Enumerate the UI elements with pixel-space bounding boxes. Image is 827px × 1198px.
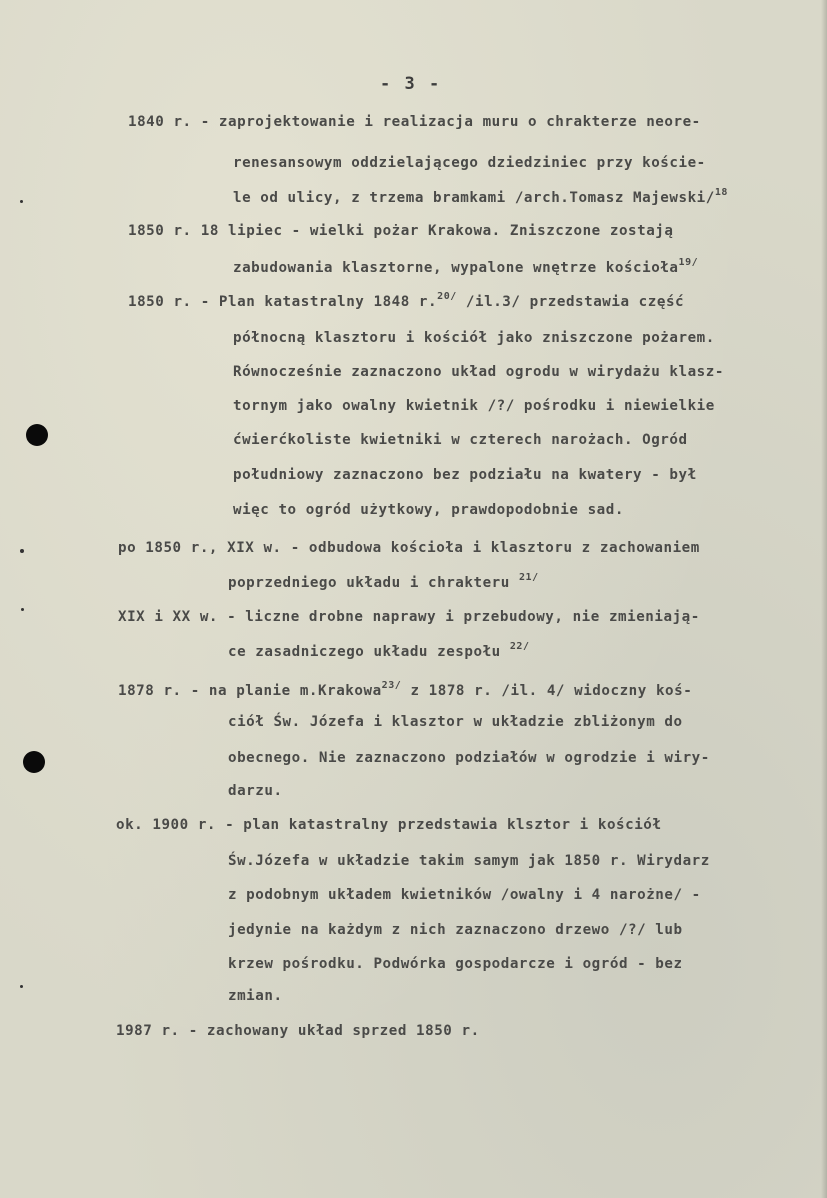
text-line: z podobnym układem kwietników /owalny i 4 narożne/ -: [228, 887, 701, 903]
paper-speck: [20, 549, 24, 553]
text-line: 1840 r. - zaprojektowanie i realizacja muru o chrakterze neore-: [128, 114, 701, 130]
page-number: - 3 -: [380, 74, 442, 94]
text-line: obecnego. Nie zaznaczono podziałów w ogrodzie i wiry-: [228, 750, 710, 766]
text-line: 1987 r. - zachowany układ sprzed 1850 r.: [116, 1023, 480, 1039]
footnote-ref: 21/: [518, 572, 539, 583]
text-line: darzu.: [228, 783, 283, 799]
paper-edge: [821, 0, 827, 1198]
text-line: ćwierćkoliste kwietniki w czterech narożach. Ogród: [233, 432, 688, 448]
text-line: 1850 r. - Plan katastralny 1848 r.$^{20/}$ /il.3/ przedstawia część: [128, 291, 685, 310]
text-line: po 1850 r., XIX w. - odbudowa kościoła i klasztoru z zachowaniem: [118, 540, 700, 556]
text-line: poprzedniego układu i chrakteru $^{21/}$: [228, 572, 539, 591]
text-line: ce zasadniczego układu zespołu $^{22/}$: [228, 641, 530, 660]
text-line: krzew pośrodku. Podwórka gospodarcze i ogród - bez: [228, 956, 683, 972]
text-line: XIX i XX w. - liczne drobne naprawy i przebudowy, nie zmieniają-: [118, 609, 700, 625]
text-line: 1878 r. - na planie m.Krakowa$^{23/}$ z 1878 r. /il. 4/ widoczny koś-: [118, 680, 693, 699]
paper-speck: [20, 200, 23, 203]
footnote-ref: 22/: [509, 641, 530, 652]
footnote-ref: 20/: [437, 291, 457, 302]
text-line: renesansowym oddzielającego dziedziniec przy koście-: [233, 155, 706, 171]
text-line: ok. 1900 r. - plan katastralny przedstawia klsztor i kościół: [116, 817, 662, 833]
text-line: północną klasztoru i kościół jako zniszczone pożarem.: [233, 330, 715, 346]
text-line: tornym jako owalny kwietnik /?/ pośrodku i niewielkie: [233, 398, 715, 414]
paper-speck: [20, 985, 23, 988]
footnote-ref: 23/: [381, 680, 402, 691]
footnote-ref: 18: [714, 187, 729, 198]
footnote-ref: 19/: [678, 257, 699, 268]
text-line: Równocześnie zaznaczono układ ogrodu w wirydażu klasz-: [233, 364, 724, 380]
text-line: zabudowania klasztorne, wypalone wnętrze kościoła$^{19/}$: [233, 257, 699, 276]
text-line: 1850 r. 18 lipiec - wielki pożar Krakowa. Zniszczone zostają: [128, 223, 674, 239]
text-line: Św.Józefa w układzie takim samym jak 1850 r. Wirydarz: [228, 853, 710, 869]
text-line: południowy zaznaczono bez podziału na kwatery - był: [233, 467, 697, 483]
punch-hole: [26, 424, 48, 446]
punch-hole: [23, 751, 45, 773]
text-line: zmian.: [228, 988, 283, 1004]
paper-speck: [21, 608, 24, 611]
text-line: le od ulicy, z trzema bramkami /arch.Tomasz Majewski/$^{18}$: [233, 187, 729, 206]
text-line: ciół Św. Józefa i klasztor w układzie zbliżonym do: [228, 714, 683, 730]
text-line: więc to ogród użytkowy, prawdopodobnie sad.: [233, 502, 624, 518]
text-line: jedynie na każdym z nich zaznaczono drzewo /?/ lub: [228, 922, 683, 938]
